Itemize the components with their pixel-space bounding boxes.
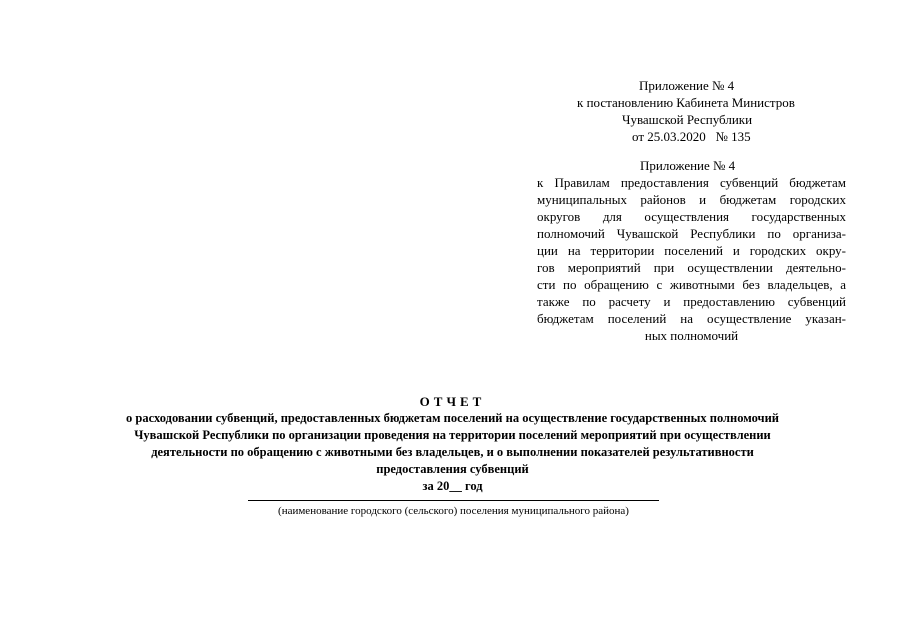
appendix-line: ции на территории поселений и городских окру- — [537, 243, 846, 258]
appendix-line: муниципальных районов и бюджетам городских — [537, 192, 846, 207]
appendix-line: полномочий Чувашской Республики по организа- — [537, 226, 846, 241]
appendix-line: сти по обращению с животными без владельцев, а — [537, 277, 846, 292]
appendix-line: к Правилам предоставления субвенций бюджетам — [537, 175, 846, 190]
appendix-line: также по расчету и предоставлению субвенций — [537, 294, 846, 309]
report-subtitle-line: Чувашской Республики по организации проведения на территории поселений мероприятий при осуществлении — [134, 428, 771, 442]
header-line-resolution: к постановлению Кабинета Министров — [577, 95, 795, 110]
settlement-name-field — [248, 500, 659, 501]
appendix-text — [537, 174, 846, 344]
appendix-line: бюджетам поселений на осуществление указан- — [537, 311, 846, 326]
report-subtitle-line: деятельности по обращению с животными без владельцев, и о выполнении показателей результативности — [151, 445, 754, 459]
header-line-republic: Чувашской Республики — [622, 112, 753, 127]
report-subtitle-line: о расходовании субвенций, предоставленных бюджетам поселений на осуществление государственных полномочий — [126, 411, 779, 425]
report-subtitle-line: предоставления субвенций — [376, 462, 529, 476]
appendix-line: ных полномочий — [644, 328, 739, 343]
appendix-title: Приложение № 4 — [640, 158, 736, 173]
report-year-line: за 20__ год — [422, 479, 483, 493]
header-line-date: от 25.03.2020 № 135 — [632, 129, 751, 144]
header-line-appendix: Приложение № 4 — [639, 78, 735, 93]
report-title: ОТЧЕТ — [419, 394, 486, 409]
settlement-name-caption: (наименование городского (сельского) поселения муниципального района) — [278, 505, 629, 517]
appendix-line: гов мероприятий при осуществлении деятельно- — [537, 260, 846, 275]
appendix-line: округов для осуществления государственных — [537, 209, 846, 224]
